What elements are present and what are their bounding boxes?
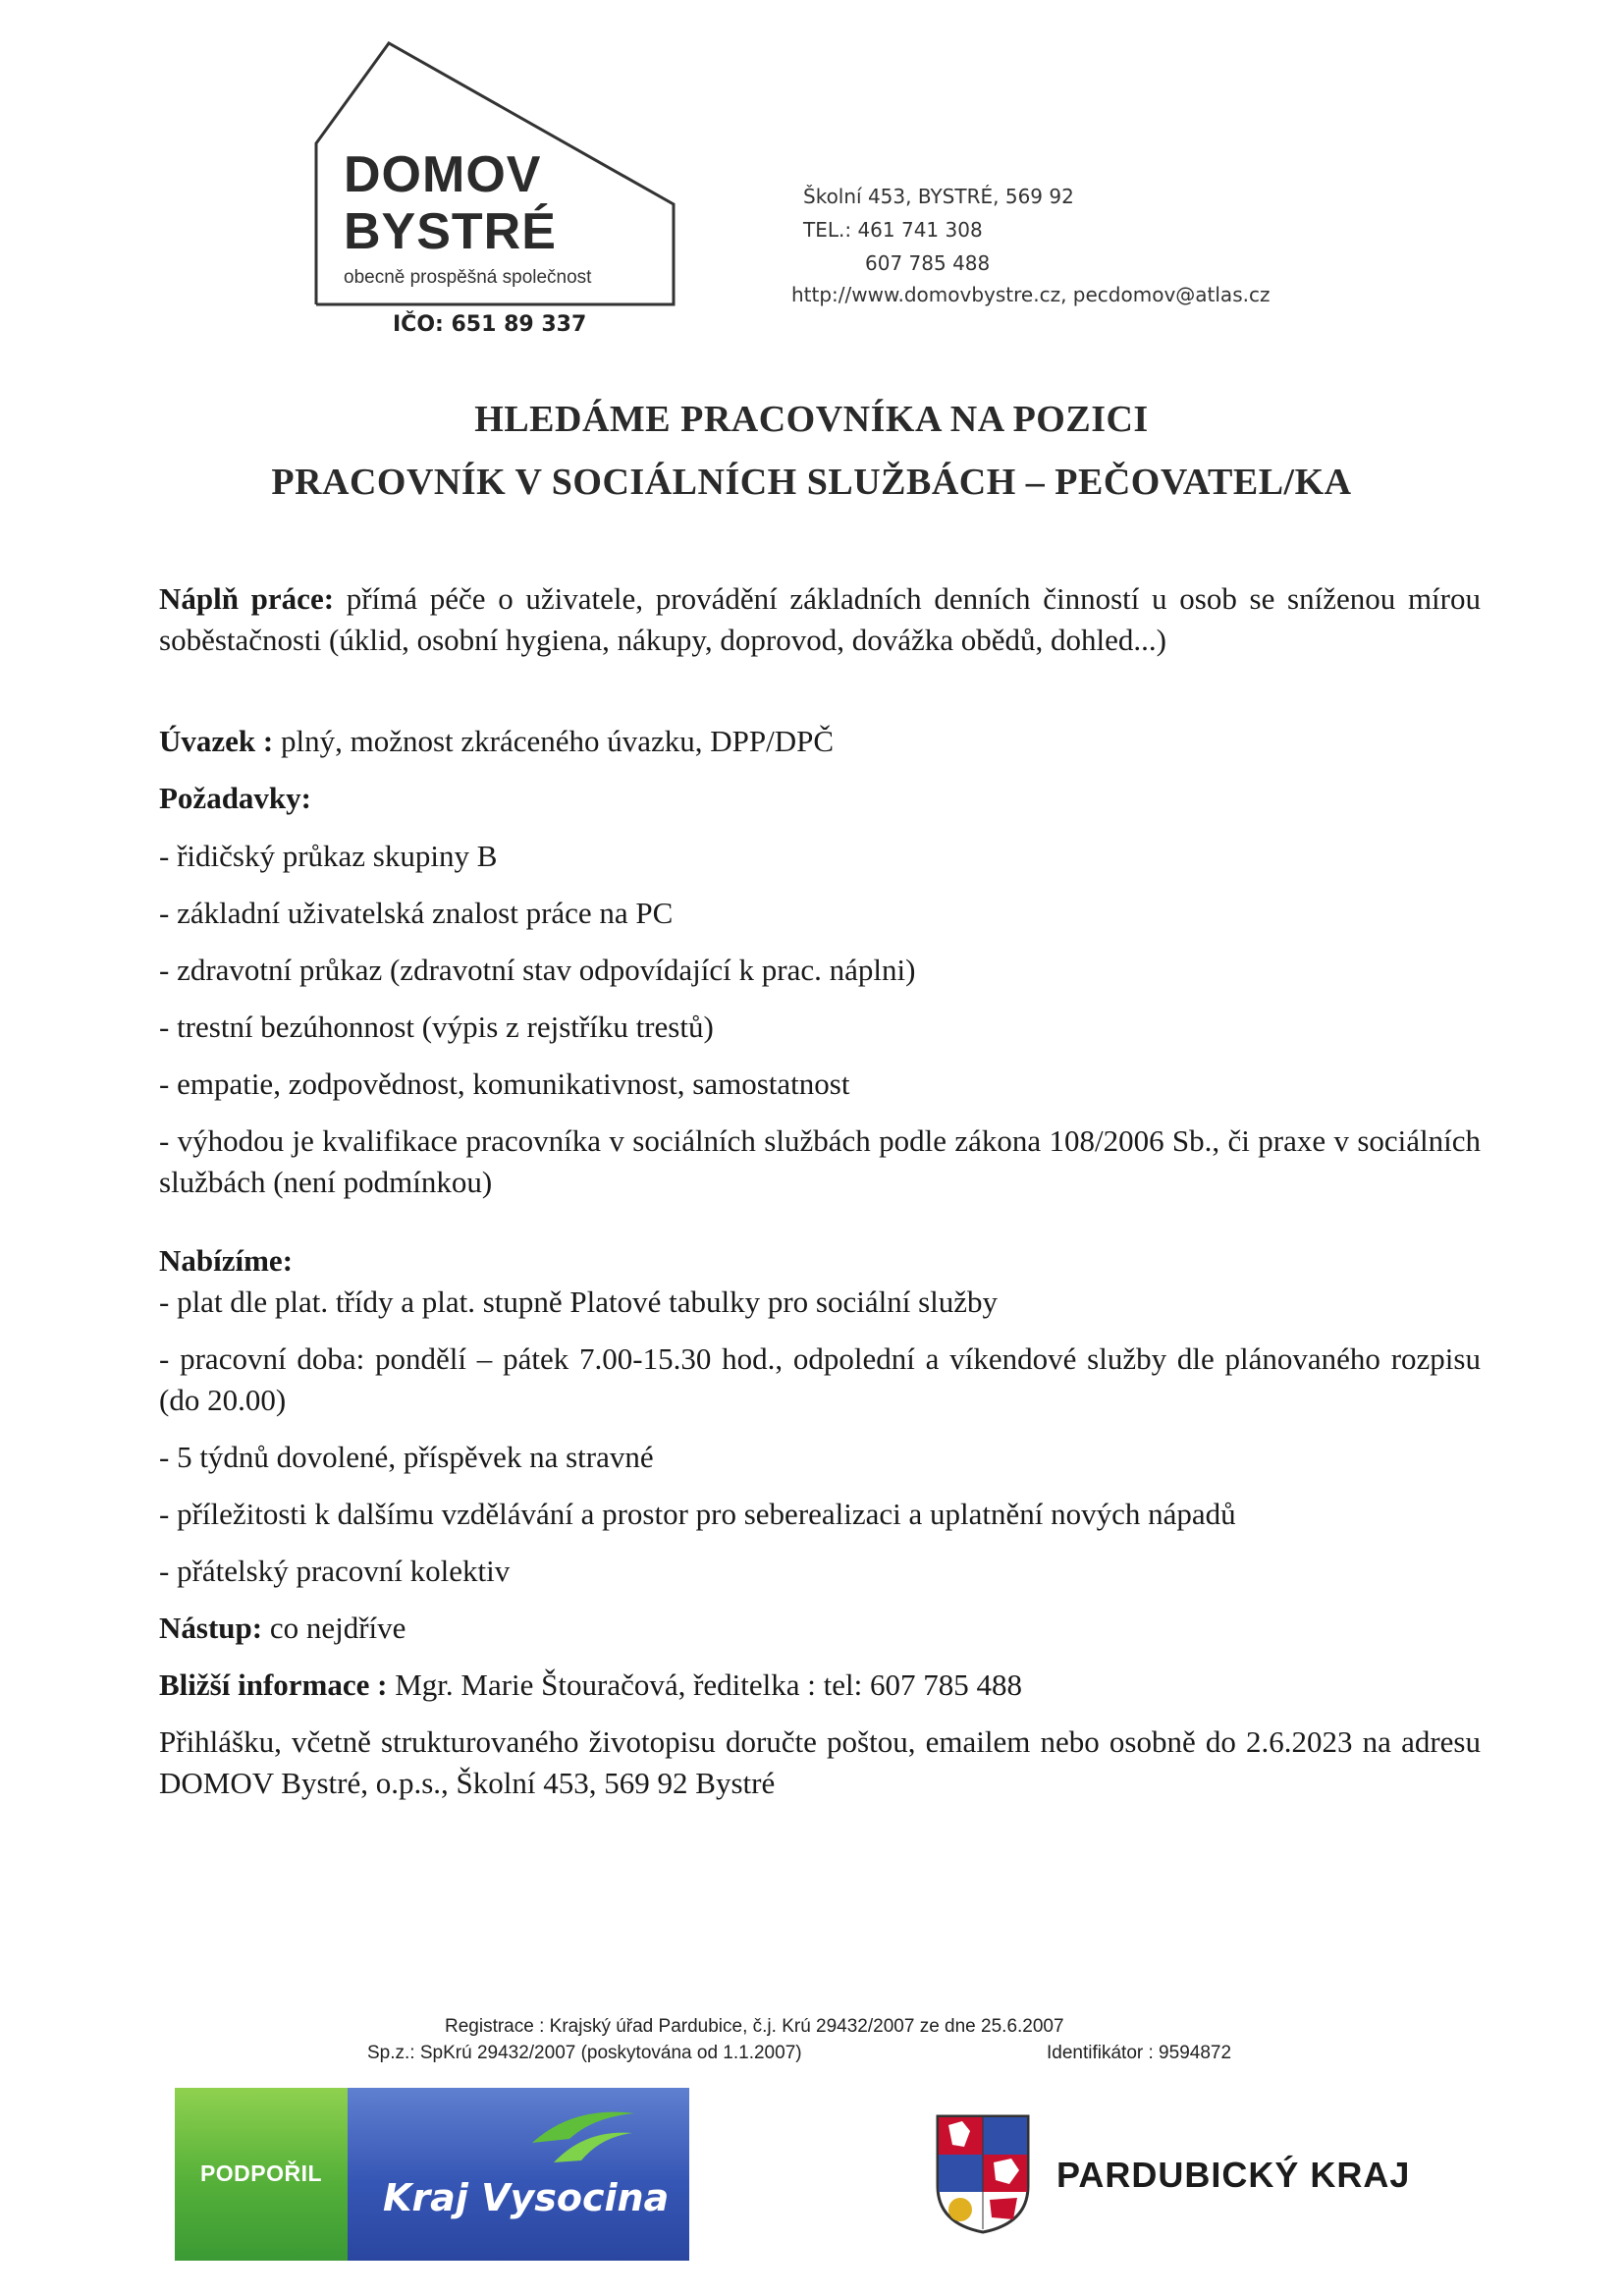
uvazek-text: plný, možnost zkráceného úvazku, DPP/DPČ bbox=[273, 724, 835, 758]
uvazek-label: Úvazek : bbox=[159, 724, 274, 758]
nastup bbox=[159, 1608, 1481, 1649]
vysocina-swoosh-icon bbox=[524, 2104, 642, 2172]
headline-line2: PRACOVNÍK V SOCIÁLNÍCH SLUŽBÁCH – PEČOVATEL/KA bbox=[271, 462, 1352, 503]
registration-line: Registrace : Krajský úřad Pardubice, č.j. Krú 29432/2007 ze dne 25.6.2007 bbox=[445, 2016, 1064, 2037]
nabizime-item: - příležitosti k dalšímu vzdělávání a prostor pro seberealizaci a uplatnění nových nápadů bbox=[159, 1497, 1236, 1531]
logo-title-line1: DOMOV bbox=[344, 146, 542, 203]
nastup-label: Nástup: bbox=[159, 1611, 263, 1645]
pozadavky-item: - výhodou je kvalifikace pracovníka v sociálních službách podle zákona 108/2006 Sb., či praxe v sociálních službách (není podmínkou) bbox=[159, 1123, 1481, 1199]
nabizime-heading: Nabízíme: bbox=[159, 1243, 294, 1278]
contact-tel-2: 607 785 488 bbox=[865, 251, 991, 275]
job-description bbox=[159, 0, 1481, 2296]
podporil-label: PODPOŘIL bbox=[199, 2160, 323, 2186]
nabizime-item: - plat dle plat. třídy a plat. stupně Platové tabulky pro sociální služby bbox=[159, 1285, 999, 1319]
nabizime-item: - přátelský pracovní kolektiv bbox=[159, 1554, 511, 1588]
napln-text: přímá péče o uživatele, provádění základních denních činností u osob se sníženou mírou soběstačnosti (úklid, osobní hygiena, nákupy, doprovod, dovážka obědů, dohled...) bbox=[159, 581, 1481, 657]
logo-title-line2: BYSTRÉ bbox=[344, 203, 557, 260]
sp-z-line: Sp.z.: SpKrú 29432/2007 (poskytována od 1.1.2007) bbox=[367, 2043, 802, 2063]
info-label: Bližší informace : bbox=[159, 1667, 388, 1702]
nabizime-item: - 5 týdnů dovolené, příspěvek na stravné bbox=[159, 1440, 654, 1474]
pardubicky-kraj-name: PARDUBICKÝ KRAJ bbox=[1056, 2155, 1411, 2195]
prihlaska: Přihlášku, včetně strukturovaného životopisu doručte poštou, emailem nebo osobně do 2.6.2023 na adresu DOMOV Bystré, o.p.s., Školní 453, 569 92 Bystré bbox=[159, 1724, 1481, 1800]
identifier-line: Identifikátor : 9594872 bbox=[1047, 2043, 1232, 2063]
kraj-vysocina-logo bbox=[175, 2088, 689, 2261]
napln-prace bbox=[159, 578, 1481, 661]
pozadavky-item: - trestní bezúhonnost (výpis z rejstříku trestů) bbox=[159, 1010, 714, 1044]
pozadavky-item: - zdravotní průkaz (zdravotní stav odpovídající k prac. náplni) bbox=[159, 953, 916, 987]
uvazek bbox=[159, 721, 1481, 762]
pozadavky-item: - empatie, zodpovědnost, komunikativnost, samostatnost bbox=[159, 1066, 850, 1101]
nastup-text: co nejdříve bbox=[262, 1611, 406, 1645]
pozadavky-item: - řidičský průkaz skupiny B bbox=[159, 839, 498, 873]
blizsi-informace bbox=[159, 1665, 1481, 1706]
contact-web-email: http://www.domovbystre.cz, pecdomov@atlas.cz bbox=[791, 283, 1271, 306]
company-ico: IČO: 651 89 337 bbox=[393, 312, 587, 337]
pozadavky-heading: Požadavky: bbox=[159, 781, 311, 815]
pardubicky-kraj-crest-icon bbox=[935, 2113, 1031, 2235]
napln-label: Náplň práce: bbox=[159, 581, 335, 616]
contact-address: Školní 453, BYSTRÉ, 569 92 bbox=[803, 185, 1074, 208]
contact-tel: TEL.: 461 741 308 bbox=[803, 218, 983, 242]
pozadavky-item: - základní uživatelská znalost práce na PC bbox=[159, 896, 674, 930]
vysocina-name: Kraj Vysocina bbox=[383, 2176, 670, 2219]
logo-subtitle: obecně prospěšná společnost bbox=[344, 267, 592, 288]
headline-line1: HLEDÁME PRACOVNÍKA NA POZICI bbox=[474, 399, 1149, 440]
nabizime-item: - pracovní doba: pondělí – pátek 7.00-15.30 hod., odpolední a víkendové služby dle plánovaného rozpisu (do 20.00) bbox=[159, 1341, 1481, 1417]
info-text: Mgr. Marie Štouračová, ředitelka : tel: 607 785 488 bbox=[387, 1667, 1023, 1702]
